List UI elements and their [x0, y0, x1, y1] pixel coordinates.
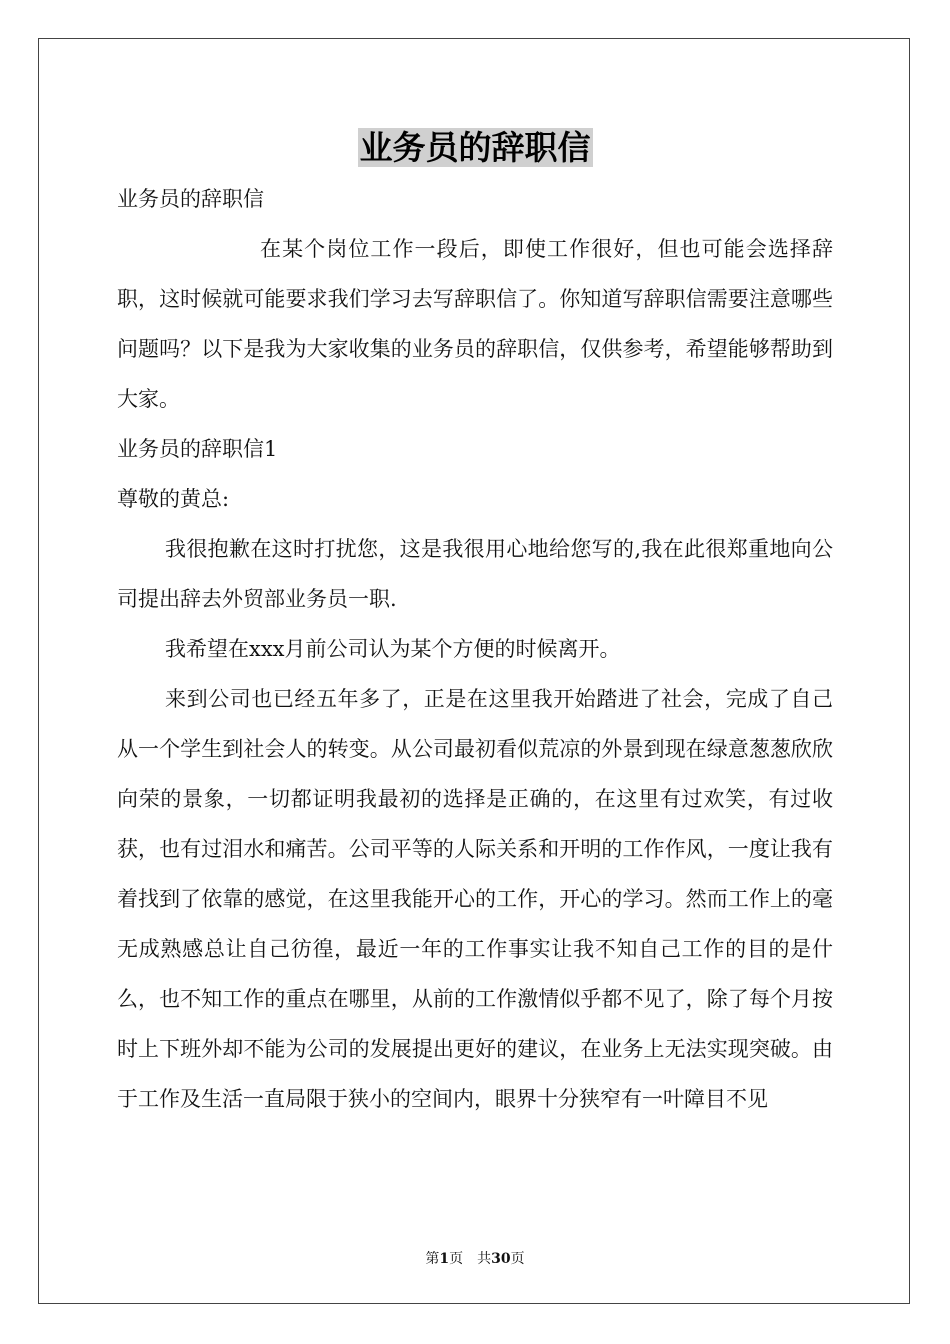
footer-page-number: 1 — [439, 1251, 450, 1267]
body-paragraph: 我很抱歉在这时打扰您，这是我很用心地给您写的,我在此很郑重地向公司提出辞去外贸部业务员一职. — [117, 537, 833, 611]
document-title-text: 业务员的辞职信 — [359, 128, 591, 167]
document-body — [117, 174, 833, 1124]
footer-page-prefix: 第 — [425, 1251, 440, 1267]
body-paragraph: 来到公司也已经五年多了，正是在这里我开始踏进了社会，完成了自己从一个学生到社会人的转变。从公司最初看似荒凉的外景到现在绿意葱葱欣欣向荣的景象，一切都证明我最初的选择是正确的，在这里有过欢笑，有过收获，也有过泪水和痛苦。公司平等的人际关系和开明的工作作风，一度让我有着找到了依靠的感觉，在这里我能开心的工作，开心的学习。然而工作上的毫无成熟感总让自己彷徨，最近一年的工作事实让我不知自己工作的目的是什么，也不知工作的重点在哪里，从前的工作激情似乎都不见了，除了每个月按时上下班外却不能为公司的发展提出更好的建议，在业务上无法实现突破。由于工作及生活一直局限于狭小的空间内，眼界十分狭窄有一叶障目不见 — [117, 687, 833, 1111]
subtitle: 业务员的辞职信 — [117, 187, 264, 211]
page-footer — [0, 1248, 950, 1268]
footer-page-suffix: 页 — [510, 1251, 525, 1267]
section-heading: 业务员的辞职信1 — [117, 437, 278, 461]
body-paragraph: 我希望在xxx月前公司认为某个方便的时候离开。 — [165, 637, 621, 661]
footer-total-pages: 30 — [491, 1251, 511, 1267]
footer-page-mid: 页 共 — [449, 1251, 492, 1267]
salutation: 尊敬的黄总: — [117, 487, 230, 511]
intro-paragraph: 在某个岗位工作一段后，即使工作很好，但也可能会选择辞职，这时候就可能要求我们学习去写辞职信了。你知道写辞职信需要注意哪些问题吗？以下是我为大家收集的业务员的辞职信，仅供参考，希望能够帮助到大家。 — [117, 237, 833, 411]
document-title — [0, 126, 950, 170]
